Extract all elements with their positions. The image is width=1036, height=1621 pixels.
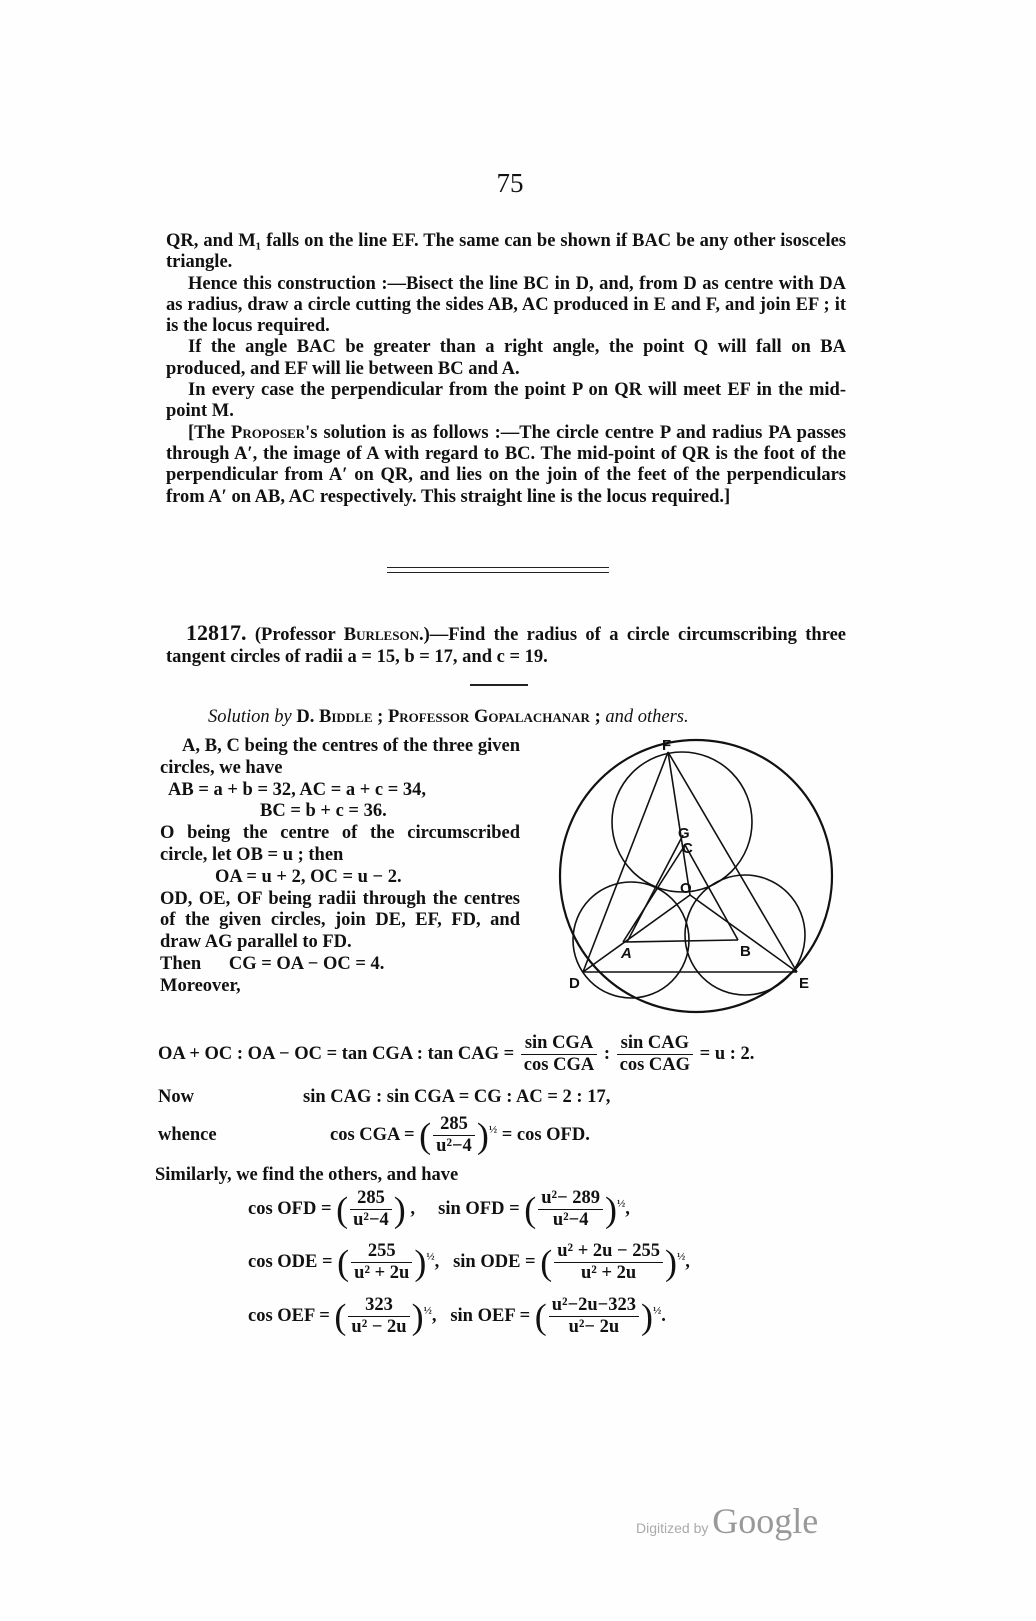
denominator: u² + 2u [581, 1263, 637, 1283]
equation-ratio: OA + OC : OA − OC = tan CGA : tan CAG = $\frac{\text{sin CGA}}{\text{cos CGA}}$ : $\frac{\text{sin CAG}}{\text{cos CAG}}$ = u : 2. [158, 1033, 755, 1075]
text: Solution by [208, 707, 292, 727]
denominator: u²−4 [353, 1210, 389, 1230]
line: A, B, C being the centres of the three given circles, we have [160, 736, 520, 778]
exponent: ½ [426, 1250, 435, 1263]
label: whence [158, 1124, 217, 1145]
equation-row: cos OEF = ( $\frac{323}{\text{u² − 2u}}$ )$^{\frac{1}{2}}$, sin OEF = ( $\frac{\text{u²−2u−323}}{\text{u²− 2u}}$ )$^{\frac{1}{2}}$. [248, 1295, 666, 1337]
equation-row: cos ODE = ( $\frac{255}{\text{u² + 2u}}$ )$^{\frac{1}{2}}$, sin ODE = ( $\frac{\text{u² + 2u − 255}}{\text{u² + 2u}}$ )$^{\frac{1}{2}}$, [248, 1241, 690, 1283]
line: O being the centre of the circumscribed circle, let OB = u ; then [160, 823, 520, 865]
label-B: B [740, 943, 751, 960]
fraction [538, 1188, 603, 1231]
page-number: 75 [496, 168, 524, 198]
math: cos CGA = [330, 1124, 415, 1145]
numerator: sin CGA [521, 1033, 597, 1055]
denominator: u²− 2u [568, 1317, 620, 1337]
numerator: 285 [350, 1188, 392, 1210]
equation-now [158, 1084, 610, 1110]
circle-c [612, 752, 752, 892]
fraction [617, 1033, 693, 1076]
fraction [554, 1241, 663, 1284]
fraction [433, 1114, 475, 1157]
proposer-name: Burleson [343, 625, 419, 645]
circle-a [573, 882, 689, 998]
text: (Professor [254, 625, 344, 645]
equation-whence: whence cos CGA = ( $\frac{285}{\text{u²−4}}$ )$^{\frac{1}{2}}$ = cos OFD. [158, 1114, 590, 1156]
digitized-watermark [636, 1500, 818, 1542]
numerator: 323 [348, 1295, 409, 1317]
exponent: ½ [676, 1250, 686, 1263]
line: AB = a + b = 32, AC = a + c = 34, [168, 779, 427, 800]
label-D: D [569, 975, 580, 992]
label-F: F [662, 737, 672, 754]
numerator: 285 [433, 1114, 475, 1136]
label-O: O [680, 880, 692, 897]
paragraph: Hence this construction :—Bisect the line BC in D, and, from D as centre with DA as radius, draw a circle cutting the sides AB, AC produced in E and F, and join EF ; it is the locus required. [166, 273, 846, 337]
math: = u : 2. [699, 1043, 755, 1064]
math: sin CAG : sin CGA = CG : AC = 2 : 17, [303, 1087, 611, 1107]
denominator: cos CAG [619, 1055, 691, 1075]
text: [The [188, 422, 232, 443]
denominator: u²−4 [436, 1136, 472, 1156]
solver-name: D. Biddle [296, 707, 373, 727]
math: cos OEF = [248, 1305, 330, 1326]
punct: , [625, 1198, 630, 1219]
fraction [521, 1033, 597, 1076]
paragraph: QR, and M₁ falls on the line EF. The same can be shown if BAC be any other isosceles triangle. [166, 231, 846, 273]
line: BC = b + c = 36. [260, 801, 387, 822]
paragraph: In every case the perpendicular from the point P on QR will meet EF in the mid-point M. [166, 380, 846, 422]
construction-lines [583, 752, 797, 972]
denominator: u² + 2u [354, 1263, 410, 1283]
math: = cos OFD. [501, 1124, 590, 1145]
math: cos ODE = [248, 1251, 333, 1272]
solver-name: Professor Gopalachanar [387, 707, 590, 727]
punct: , [685, 1251, 690, 1272]
paragraph: If the angle BAC be greater than a right angle, the point Q will fall on BA produced, and EF will lie between BC and A. [166, 337, 846, 379]
math: OA + OC : OA − OC = tan CGA : tan CAG = [158, 1043, 515, 1064]
text: and others. [605, 707, 689, 727]
numerator: u²−2u−323 [549, 1295, 639, 1317]
exponent: ½ [423, 1304, 432, 1317]
text: .)—Find the radius of a circle circumscribing three tangent circles of radii a = 15, b = 17, and c = 19. [166, 625, 847, 667]
fraction [549, 1295, 639, 1338]
equation-list [248, 1188, 690, 1338]
line: Then CG = OA − OC = 4. [160, 953, 385, 974]
line: OD, OE, OF being radii through the centres of the given circles, join DE, EF, FD, and draw AG parallel to FD. [160, 888, 520, 953]
denominator: u² − 2u [351, 1317, 407, 1337]
math: sin OEF = [450, 1305, 531, 1326]
problem-number: 12817. [186, 620, 247, 645]
line: OA = u + 2, OC = u − 2. [215, 866, 402, 887]
equation-row: cos OFD = ( $\frac{285}{\text{u²−4}}$ ) , sin OFD = ( $\frac{\text{u²− 289}}{\text{u²−4}}$ )$^{\frac{1}{2}}$, [248, 1188, 630, 1230]
exponent: ½ [652, 1304, 662, 1317]
line: Moreover, [160, 975, 241, 996]
label-E: E [799, 975, 810, 992]
solution-byline: Solution by D. Biddle ; Professor Gopalachanar ; and others. [208, 707, 689, 727]
numerator: u²− 289 [538, 1188, 603, 1210]
denominator: u²−4 [552, 1210, 589, 1230]
watermark-text: Digitized by [636, 1520, 709, 1536]
numerator: 255 [351, 1241, 412, 1263]
fraction [350, 1188, 392, 1231]
fraction [348, 1295, 409, 1338]
label-C: C [682, 840, 693, 857]
google-logo: Google [712, 1501, 819, 1541]
math: sin ODE = [453, 1251, 536, 1272]
text: 's solution is as follows :—The circle centre P and radius PA passes through A′, the image of A with regard to BC. The mid-point of QR is the foot of the perpendicular from A′ on QR, and lies on the join of the feet of the perpendiculars from A′ on AB, AC respectively. This straight line is the locus required.] [166, 422, 846, 507]
punct: . [661, 1305, 666, 1326]
paragraph: Similarly, we find the others, and have [155, 1165, 459, 1185]
numerator: u² + 2u − 255 [554, 1241, 663, 1263]
exponent: ½ [617, 1197, 626, 1210]
label: Now [158, 1087, 194, 1107]
fraction [351, 1241, 412, 1284]
proposer-name: Proposer [231, 422, 306, 443]
label-A: A [621, 945, 632, 962]
denominator: cos CGA [523, 1055, 595, 1075]
numerator: sin CAG [617, 1033, 693, 1055]
math: cos OFD = [248, 1198, 332, 1219]
math: sin OFD = [438, 1198, 520, 1219]
label-G: G [678, 825, 690, 842]
